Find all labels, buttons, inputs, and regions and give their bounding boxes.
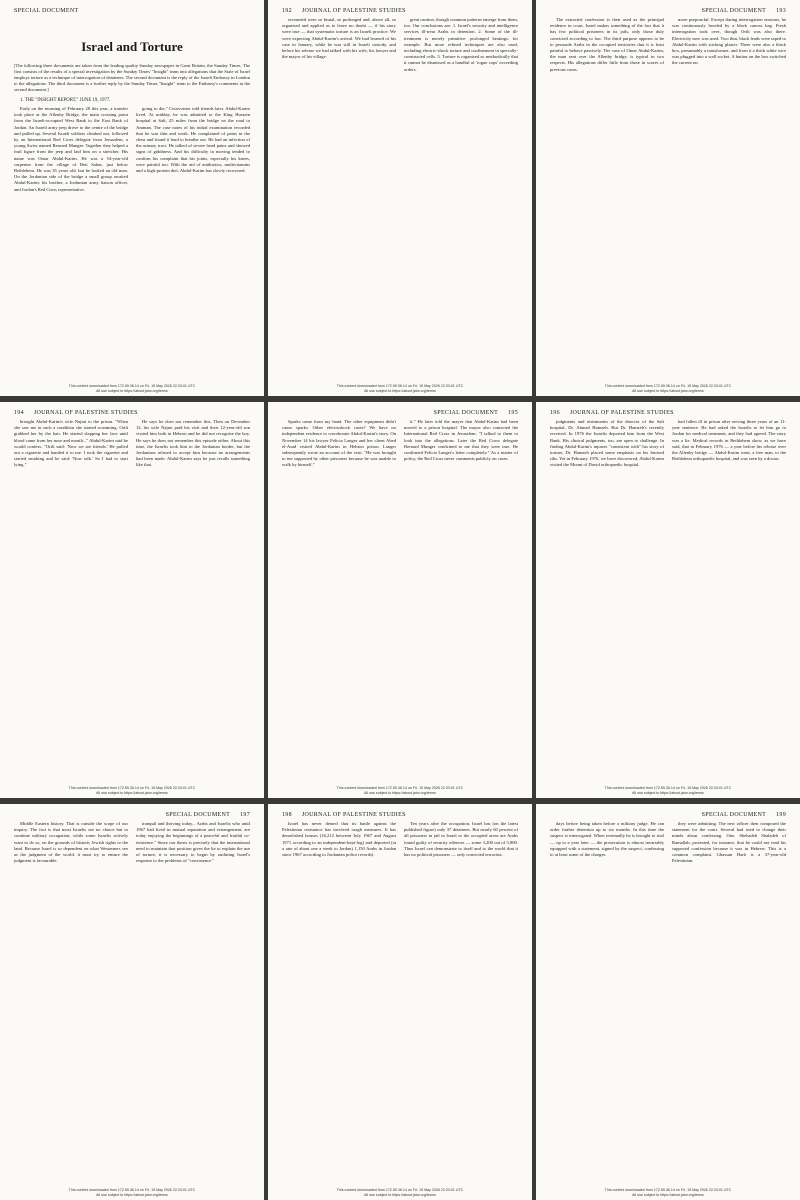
terms-notice: All use subject to https://about.jstor.org/terms	[632, 790, 704, 795]
terms-notice: All use subject to https://about.jstor.org/terms	[364, 790, 436, 795]
page-number: 199	[776, 812, 786, 818]
text-column-left	[550, 419, 664, 469]
running-header-title: SPECIAL DOCUMENT	[701, 812, 767, 818]
text-column-left	[282, 17, 396, 73]
body-columns	[282, 419, 518, 469]
document-page	[0, 0, 264, 396]
jstor-footer	[536, 384, 800, 393]
text-column-right	[404, 419, 518, 469]
running-header	[14, 8, 250, 17]
body-paragraph: Ten years after the occupation, Israel has (on the latest published figure) only 37 detainees. But nearly 60 percent of all prisoners in jail in Israel or the occupied areas are Arabs found guilty of security offences — some 3,200 out of 5,800. Thus Israel can demonstrate to itself and to the world that it has no political prisoners — only convicted terrorists.	[404, 821, 518, 858]
text-column-left	[550, 17, 664, 73]
page-number: 192	[282, 8, 292, 14]
jstor-footer	[0, 1188, 264, 1197]
body-columns	[550, 17, 786, 73]
body-paragraph: great caution, though common patterns emerge from them, too. Our conclusions are: 1. Israel's security and intelligence services ill-treat Arabs in detention. 2. Some of the ill-treatment is merely primitive: prolonged beatings, for example. But more refined techniques are also used, including electric-shock torture and confinement in specially-constructed cells. 3. Torture is organised so methodically that it cannot be dismissed as a handful of 'rogue cops' exceeding orders.	[404, 17, 518, 72]
terms-notice: All use subject to https://about.jstor.org/terms	[96, 388, 168, 393]
download-notice: This content downloaded from 172.59.36.14 on Fri, 15 May 2026 22:33:01 UTC	[68, 786, 196, 791]
text-column-right	[136, 419, 250, 469]
body-paragraph: had fallen ill in prison after serving three years of an 11-year sentence. He had asked the Israelis to let him go to Jordan for medical treatment, and they had agreed. The story was a lie. Medical records in Bethlehem show, as we have said, that in February 1976 — a year before his release over the Allenby bridge — Abdul-Karim went, a free man, to the Bethlehem orthopaedic hospital, and was seen by a doctor.	[672, 419, 786, 462]
running-header	[282, 812, 518, 821]
body-paragraph: days before being taken before a military judge. He can order further detention up to six months. In this time the suspect is interrogated. When eventually he is brought to trial — up to a year later — the prosecution is almost invariably equipped with a statement, signed by the suspect, confessing to at least some of the charges.	[550, 821, 664, 858]
download-notice: This content downloaded from 172.59.36.14 on Fri, 15 May 2026 22:33:01 UTC	[604, 1188, 732, 1193]
running-header	[14, 410, 250, 419]
text-column-right	[136, 821, 250, 864]
download-notice: This content downloaded from 172.59.36.14 on Fri, 15 May 2026 22:33:01 UTC	[336, 384, 464, 389]
body-paragraph: He says he does not remember this. Then on December 12, his wife Najmi paid his visit and their 12-year-old son visited him both in Hebron and he did not recognise the boy. He says he does not remember this episode either. About this time, the Israelis took him to the Jordanian border, but the Jordanians refused to accept him because no arrangements had been made. Abdul-Karim says he just recalls something like that.	[136, 419, 250, 468]
body-paragraph: The extracted confession is then used as the principal evidence in court. Israel makes something of the fact that it has few political prisoners in its jails, only those duly convicted according to law. The third purpose appears to be to persuade Arabs in the occupied territories that it is least painful to behave passively. The case of Omar Abdul-Karim, the man sent over the Allenby bridge, is typical in two respects. His allegations differ little from those in scores of previous cases.	[550, 17, 664, 72]
jstor-footer	[268, 384, 532, 393]
document-page	[536, 0, 800, 396]
download-notice: This content downloaded from 172.59.36.14 on Fri, 15 May 2026 22:33:01 UTC	[604, 786, 732, 791]
running-header	[550, 812, 786, 821]
body-paragraph: brought Abdul-Karim's wife Najmi to the prison. "When she saw me in such a condition she started screaming. Ortli grabbed her by the hair. He started slapping her face until blood came from her nose and mouth..." Abdul-Karim said he would confess. "Ortli said: 'Now we are friends.' He pulled out a cigarette and handed it to me. I took the cigarette and started smoking and he said: 'Now talk.' So I had to start lying."	[14, 419, 128, 468]
body-paragraph: judgments and testimonies of the director of the Salt hospital, Dr. Ahmad Hamzeh. But Dr. Hamzeh's recently received. In 1976 the Israelis deported him from the West Bank. His clinical judgments, too, are open to challenge. In finding Abdul-Karim's injuries "consistent with" his story of torture, Dr. Hamzeh placed some emphasis on his bruised ribs. Yet in February 1976, we have discovered, Abdul-Karim visited the Mount of David orthopaedic hospital.	[550, 419, 664, 468]
jstor-footer	[268, 786, 532, 795]
text-column-right	[672, 17, 786, 73]
running-header	[550, 410, 786, 419]
terms-notice: All use subject to https://about.jstor.org/terms	[632, 388, 704, 393]
running-header-title: JOURNAL OF PALESTINE STUDIES	[33, 410, 138, 416]
jstor-footer	[536, 786, 800, 795]
running-header-title: JOURNAL OF PALESTINE STUDIES	[301, 8, 406, 14]
page-number: 196	[550, 410, 560, 416]
text-column-left	[550, 821, 664, 864]
running-header	[14, 812, 250, 821]
text-column-left	[14, 419, 128, 469]
running-header-title: SPECIAL DOCUMENT	[433, 410, 499, 416]
document-page	[268, 804, 532, 1200]
download-notice: This content downloaded from 172.59.36.14 on Fri, 15 May 2026 22:33:01 UTC	[604, 384, 732, 389]
running-header	[550, 8, 786, 17]
body-paragraph: tranquil and thriving today... Arabs and Israelis who until 1967 had lived in mutual separation and estrangement, are today enjoying the beginnings of a peaceful and fruitful co-existence." Since our thesis is precisely that the international need to maintain that position gives the lie to explain the use of torture, it is necessary to begin by outlining Israel's response to the problems of "coexistence."	[136, 821, 250, 864]
body-paragraph: recounted were so brutal, so prolonged and, above all, so organised and applied as to leave no doubt — if his story were true — that systematic torture is an Israeli practice. We were expecting Abdul-Karim's arrival. We had learned of his case in January, while he was still in Israeli custody, and before his release we had talked with his wife, his lawyer and the mayor of his village.	[282, 17, 396, 60]
page-number: 193	[776, 8, 786, 14]
text-column-left	[282, 821, 396, 858]
document-page	[268, 0, 532, 396]
document-page	[0, 804, 264, 1200]
jstor-footer	[536, 1188, 800, 1197]
page-number: 194	[14, 410, 24, 416]
running-header	[282, 8, 518, 17]
body-columns	[14, 419, 250, 469]
body-paragraph: Israel has never denied that its battle against the Palestinian resistance has involved tough measures. It has demolished houses (16,212 between July 1967 and August 1971 according to an independent-kept-log) and deported (at a rate of about one a week to Jordan) 1,150 Arabs in Jordan since 1967 according to Jordanian police records).	[282, 821, 396, 858]
terms-notice: All use subject to https://about.jstor.org/terms	[632, 1192, 704, 1197]
body-paragraph: more purposeful. Except during interrogation sessions, he was continuously hooded by a black canvas bag. Fresh interrogation took over, though Ortli was also there. Electricity now was used. Two thin, black leads were taped to Abdul-Karim with sticking plaster. There were also a black box, presumably a transformer, and from it a thick white wire was plugged into a wall socket. A button on the box switched the current on.	[672, 17, 786, 66]
body-columns	[550, 821, 786, 864]
running-header	[282, 410, 518, 419]
document-page	[0, 402, 264, 798]
text-column-right	[404, 821, 518, 858]
download-notice: This content downloaded from 172.59.36.14 on Fri, 15 May 2026 22:33:01 UTC	[336, 786, 464, 791]
jstor-footer	[268, 1188, 532, 1197]
body-columns	[282, 17, 518, 73]
page-number: 198	[282, 812, 292, 818]
body-columns	[550, 419, 786, 469]
running-header-title: JOURNAL OF PALESTINE STUDIES	[301, 812, 406, 818]
body-paragraph: it." He later told the mayor that Abdul-Karim had been moved to a prison hospital. The mayor also contacted the International Red Cross in Jerusalem: "I talked to them to look into the allegations. Later the Red Cross delegate Bernard Munger confirmed to me that they were true. He confirmed Felicia Langer's letter completely." As a matter of policy, the Red Cross never comments publicly on cases.	[404, 419, 518, 462]
body-paragraph: Sparks came from my hand. The other equipment didn't cause sparks. Other electroshock cases? We have no independent evidence to corroborate Abdul-Karim's story. On November 14 his lawyer Felicia Langer and her client Abed el-Asad visited Abdul-Karim in Hebron prison. Langer subsequently wrote an account of the visit. "He was brought to me supported by other prisoners because he was unable to walk by himself."	[282, 419, 396, 468]
document-page	[268, 402, 532, 798]
running-header-title: SPECIAL DOCUMENT	[14, 8, 79, 14]
terms-notice: All use subject to https://about.jstor.org/terms	[364, 388, 436, 393]
running-header-title: SPECIAL DOCUMENT	[165, 812, 231, 818]
body-paragraph: Middle Eastern history. That is outside the scope of our inquiry. The fact is that most Israelis see no choice but to continue military occupation; while some Israelis actively want to do so, on the grounds of historic Jewish rights to the land. Because Israel is so dependent on what Westerners see as the judgment of the world, it must try to ensure the judgment is favourable.	[14, 821, 128, 864]
download-notice: This content downloaded from 172.59.36.14 on Fri, 15 May 2026 22:33:01 UTC	[68, 1188, 196, 1193]
text-column-left	[14, 821, 128, 864]
text-column-left	[282, 419, 396, 469]
body-paragraph: going to die," Courvoisier told friends later. Abdul-Karim lived. At midday, he was admitted to the King Hussein hospital at Salt, 25 miles from the bridge on the road to Amman. The case notes of his initial examination recorded that he was thin and weak. He complained of pains in the chest and found it hard to breathe out. He had an infection of the urinary tract. He talked of severe head pains and showed signs of giddiness. And his difficulty in moving tended to confirm his complaint that his joints, especially his knees, were painful too. With the aid of antibiotics, multivitamins and a high-protein diet, Abdul-Karim has slowly recovered.	[136, 106, 250, 174]
download-notice: This content downloaded from 172.59.36.14 on Fri, 15 May 2026 22:33:01 UTC	[68, 384, 196, 389]
document-page	[536, 804, 800, 1200]
terms-notice: All use subject to https://about.jstor.org/terms	[364, 1192, 436, 1197]
jstor-footer	[0, 786, 264, 795]
jstor-footer	[0, 384, 264, 393]
text-column-right	[672, 821, 786, 864]
editorial-intro: [The following three documents are taken from the leading quality Sunday newspaper in Great Britain, the Sunday Times. The first consists of the results of a special investigation by the Sunday Times' "Insight" team into allegations that the State of Israel employs torture as a technique of interrogation of detainees. The second document is the reply of the Israeli Embassy in London to the allegations. The third document is a further reply by the Sunday Times "Insight" team to the Embassy's comments in the second document.]	[14, 63, 250, 92]
text-column-right	[136, 106, 250, 193]
running-header-title: SPECIAL DOCUMENT	[701, 8, 767, 14]
text-column-right	[404, 17, 518, 73]
text-column-left	[14, 106, 128, 193]
terms-notice: All use subject to https://about.jstor.org/terms	[96, 790, 168, 795]
terms-notice: All use subject to https://about.jstor.org/terms	[96, 1192, 168, 1197]
body-columns	[14, 106, 250, 193]
body-paragraph: Early on the morning of February 28 this year, a transfer took place at the Allenby Bridge, the main crossing point from the Israeli-occupied West Bank to the East Bank of Jordan. An Israeli army jeep drove to the centre of the bridge and pulled up. Several Israeli soldiers climbed out, followed by an International Red Cross delegate from Jerusalem, a young Swiss named Bernard Munger. Together they helped a frail figure from the jeep and laid him on a stretcher. His name was Omar Abdul-Karim. He was a 54-year-old carpenter from the village of Beit Sahur, just below Bethlehem. He was 35 years old, but he looked an old man. On the Jordanian side of the bridge a small group awaited Abdul-Karim: his brother, a Jordanian army liaison officer, and Jordan's Red Cross representative.	[14, 106, 128, 192]
page-number: 197	[240, 812, 250, 818]
section-heading: 1. THE "INSIGHT REPORT," JUNE 19, 1977.	[20, 98, 111, 103]
body-paragraph: they were admitting. The new officer then composed the statement for the court. Several had tried to change their minds about confessing. One, Shehadeh Shaladeh of Ramallah, protested, for instance, that he could not read his supposed confession because it was in Hebrew. This is a common complaint. Ghassan Harb is a 37-year-old Palestinian.	[672, 821, 786, 864]
article-title: Israel and Torture	[81, 39, 183, 54]
body-columns	[282, 821, 518, 858]
running-header-title: JOURNAL OF PALESTINE STUDIES	[569, 410, 674, 416]
body-columns	[14, 821, 250, 864]
download-notice: This content downloaded from 172.59.36.14 on Fri, 15 May 2026 22:33:01 UTC	[336, 1188, 464, 1193]
text-column-right	[672, 419, 786, 469]
page-number: 195	[508, 410, 518, 416]
document-page	[536, 402, 800, 798]
